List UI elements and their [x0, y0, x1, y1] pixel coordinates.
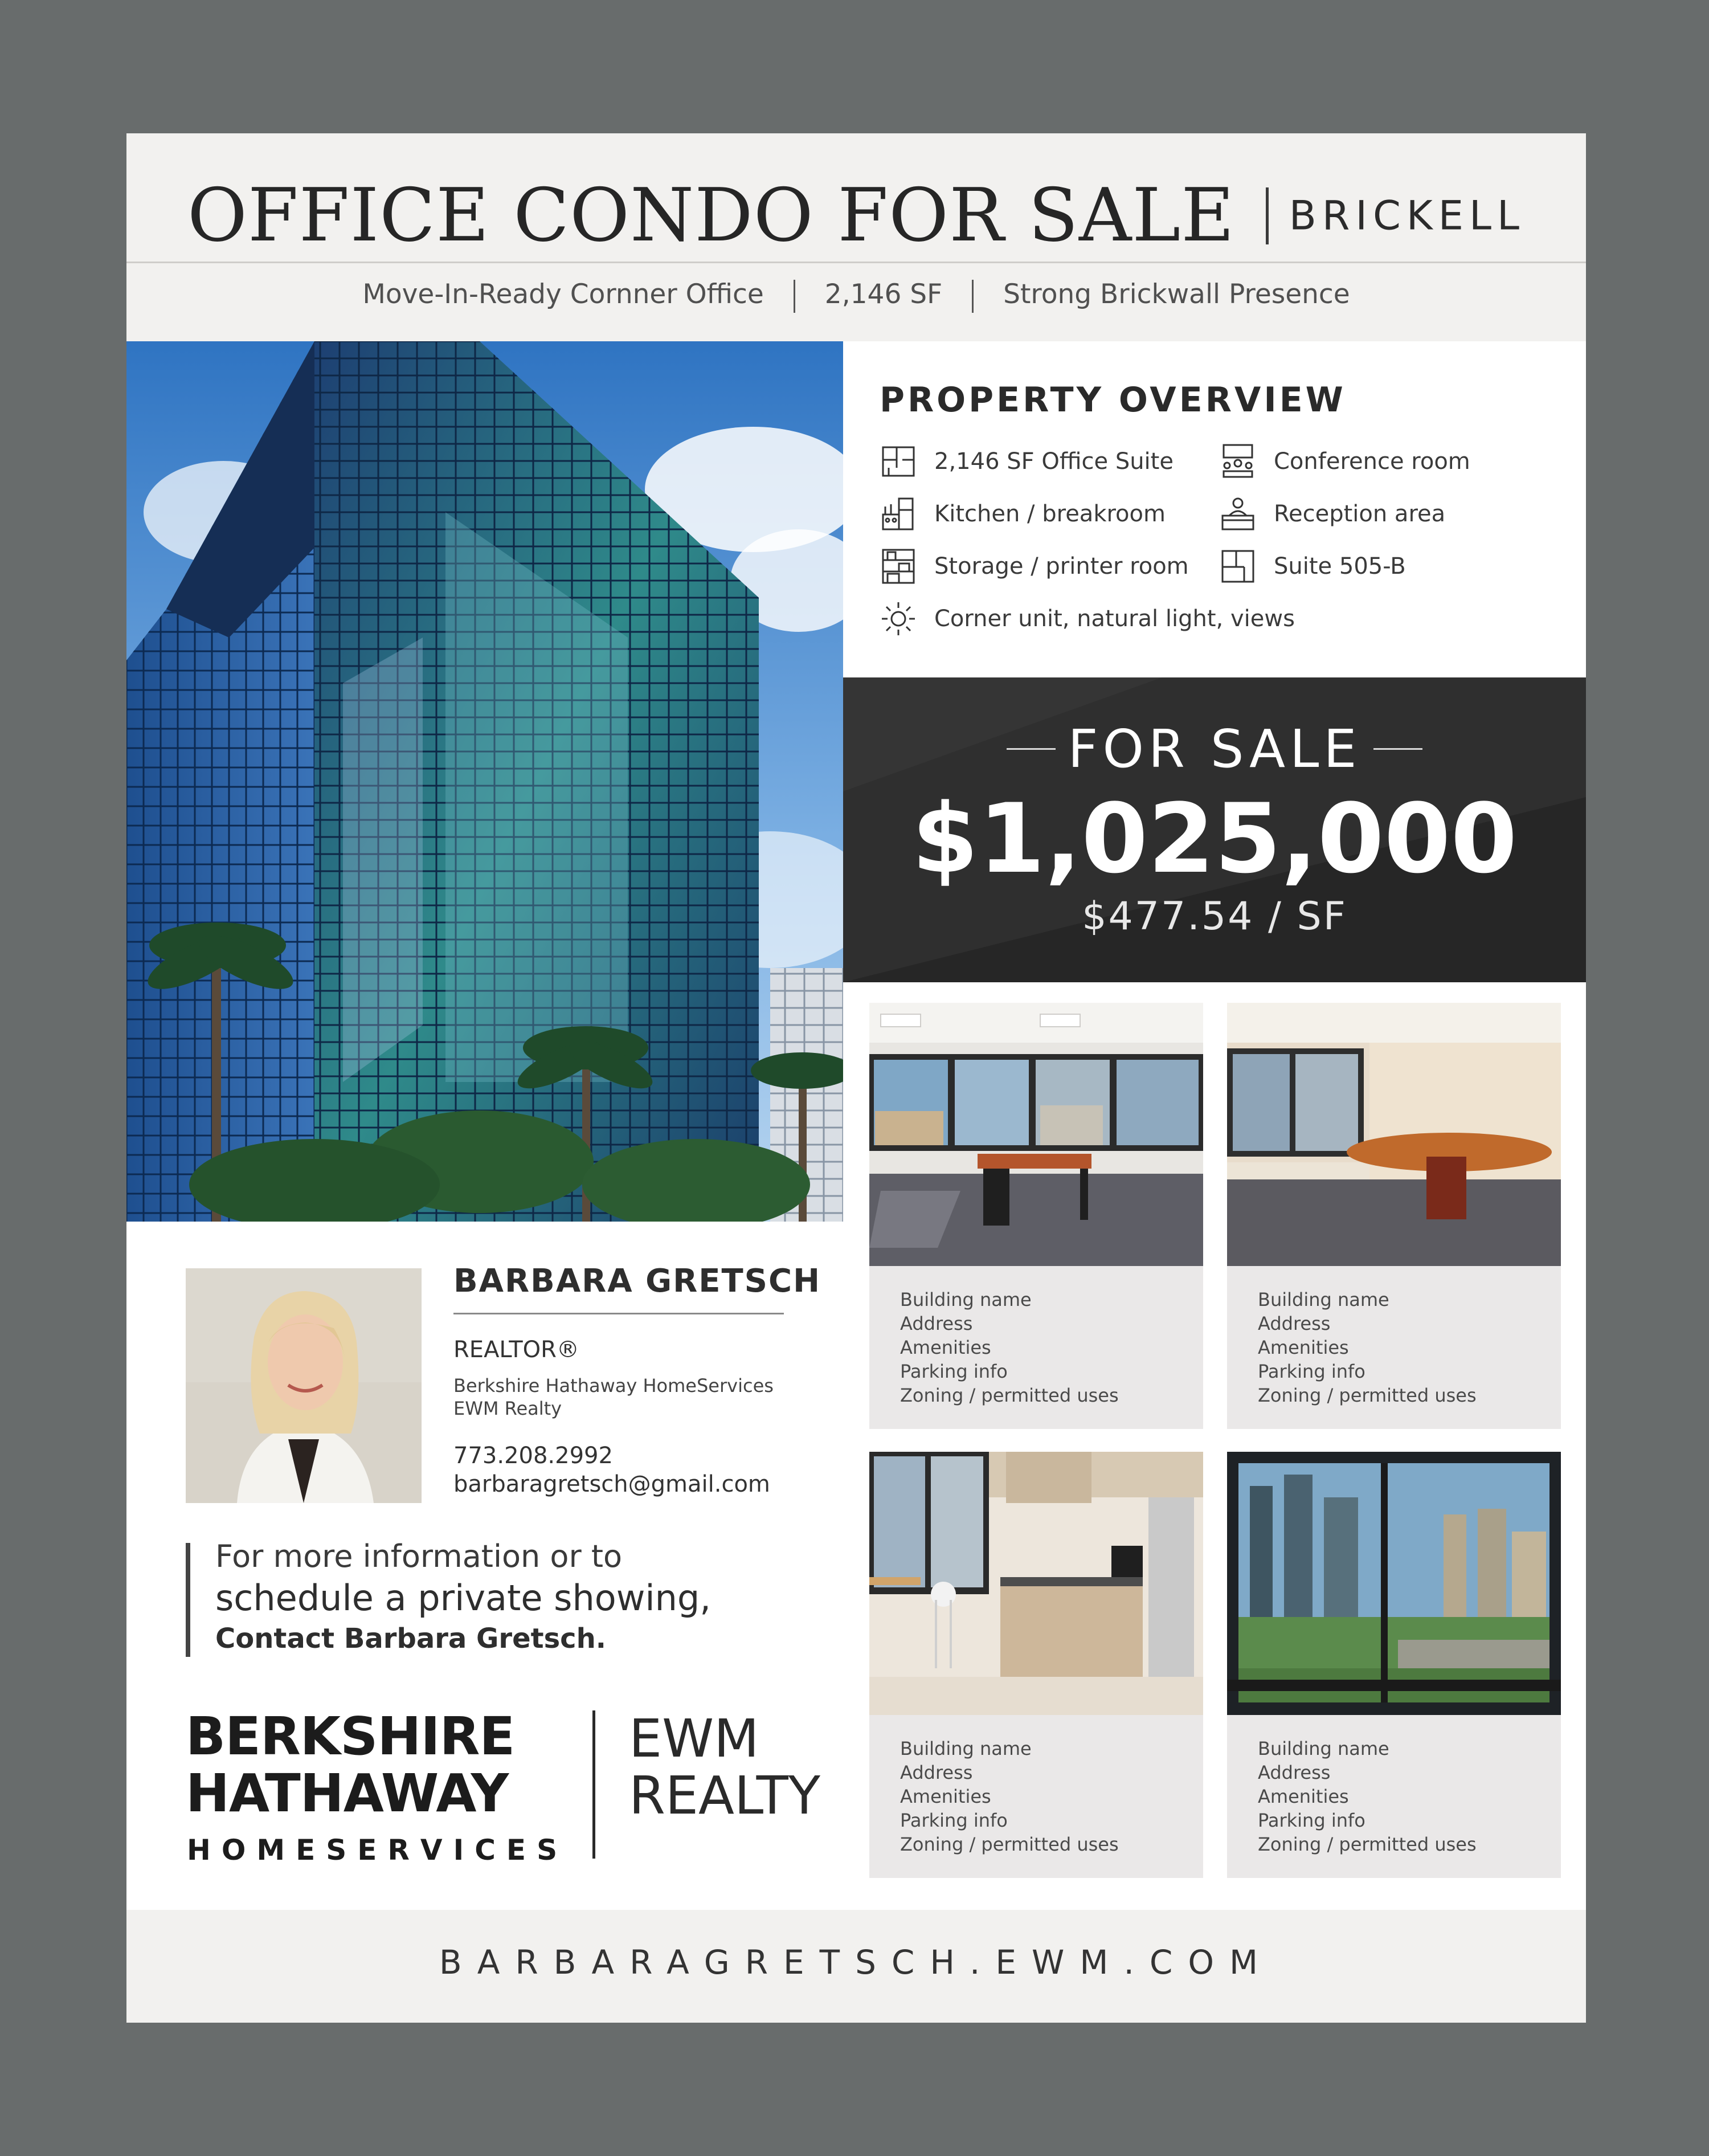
main-title: OFFICE CONDO FOR SALE: [187, 173, 1235, 258]
info-line: Amenities: [900, 1337, 991, 1358]
conference-icon: [1219, 443, 1257, 480]
photo-card-kitchen: [869, 1452, 1203, 1878]
kitchen-icon: [880, 495, 917, 533]
sun-icon: [880, 600, 917, 638]
agent-email[interactable]: barbaragretsch@gmail.com: [453, 1471, 770, 1497]
info-line: Address: [900, 1762, 973, 1783]
overview-heading: PROPERTY OVERVIEW: [880, 380, 1346, 420]
card-info: [1258, 1288, 1477, 1407]
header: [126, 133, 1586, 341]
feature-label: Conference room: [1274, 448, 1470, 475]
for-sale-label: FOR SALE: [1068, 718, 1362, 779]
hero-building-photo: [126, 341, 843, 1222]
header-rule: [126, 262, 1586, 263]
property-overview: [843, 341, 1586, 677]
suite-layout-icon: [1219, 548, 1257, 585]
feature-label: 2,146 SF Office Suite: [934, 448, 1174, 475]
floorplan-icon: [880, 443, 917, 480]
info-line: Building name: [1258, 1738, 1389, 1759]
company-line: EWM Realty: [453, 1398, 562, 1419]
for-sale-row: [843, 718, 1586, 779]
feature-item: [880, 600, 1295, 638]
tagline-item: Strong Brickwall Presence: [1003, 279, 1350, 310]
info-line: Zoning / permitted uses: [1258, 1834, 1477, 1855]
title-row: [126, 173, 1586, 259]
storage-shelf-icon: [880, 548, 917, 585]
agent-title: REALTOR®: [453, 1337, 579, 1363]
info-line: Address: [1258, 1313, 1331, 1334]
office-room-photo: [869, 1003, 1203, 1266]
logo-line-2: HATHAWAY: [186, 1763, 509, 1824]
photo-card-view: [1227, 1452, 1561, 1878]
feature-item: [880, 495, 1166, 533]
price-value: $1,025,000: [911, 783, 1518, 895]
agent-portrait: [186, 1268, 422, 1503]
price-block: [843, 677, 1586, 982]
logo-line-1: BERKSHIRE: [186, 1706, 515, 1767]
agent-company: [453, 1374, 774, 1420]
flyer-page: [126, 133, 1586, 2023]
info-line: Parking info: [1258, 1361, 1365, 1382]
agent-divider: [453, 1313, 784, 1314]
feature-label: Suite 505-B: [1274, 553, 1406, 579]
cta-line-3: Contact Barbara Gretsch.: [215, 1623, 606, 1655]
card-info: [900, 1737, 1119, 1856]
feature-label: Kitchen / breakroom: [934, 501, 1166, 527]
kitchenette-photo: [869, 1452, 1203, 1715]
photo-card-conference: [1227, 1003, 1561, 1429]
info-line: Building name: [1258, 1289, 1389, 1310]
card-info: [1258, 1737, 1477, 1856]
window-view-photo: [1227, 1452, 1561, 1715]
tagline-item: Move-In-Ready Cornner Office: [362, 279, 764, 310]
info-line: Zoning / permitted uses: [1258, 1385, 1477, 1406]
feature-label: Reception area: [1274, 501, 1446, 527]
location-label: BRICKELL: [1289, 192, 1525, 239]
info-line: Amenities: [900, 1786, 991, 1807]
footer-website-link[interactable]: BARBARAGRETSCH.EWM.COM: [439, 1943, 1274, 1982]
info-line: Zoning / permitted uses: [900, 1834, 1119, 1855]
card-info: [900, 1288, 1119, 1407]
feature-item: [1219, 548, 1406, 585]
photo-card-office: [869, 1003, 1203, 1429]
logo-divider: [592, 1710, 595, 1859]
brokerage-logo: [186, 1706, 820, 1893]
logo-right-2: REALTY: [629, 1765, 820, 1826]
cta-line-2: schedule a private showing,: [215, 1577, 711, 1619]
footer: [126, 1910, 1586, 2023]
feature-item: [1219, 495, 1445, 533]
building-illustration: [126, 341, 843, 1222]
feature-item: [880, 443, 1174, 480]
info-line: Building name: [900, 1738, 1032, 1759]
info-line: Parking info: [1258, 1810, 1365, 1831]
feature-label: Corner unit, natural light, views: [934, 606, 1295, 632]
info-line: Parking info: [900, 1810, 1008, 1831]
tagline-separator: [972, 280, 974, 313]
info-line: Parking info: [900, 1361, 1008, 1382]
company-line: Berkshire Hathaway HomeServices: [453, 1375, 774, 1396]
info-line: Address: [1258, 1762, 1331, 1783]
price-per-sf: $477.54 / SF: [1082, 894, 1347, 939]
title-divider: [1266, 187, 1269, 244]
conference-room-photo: [1227, 1003, 1561, 1266]
tagline-separator: [794, 280, 795, 313]
cta-line-1: For more information or to: [215, 1538, 623, 1574]
agent-phone[interactable]: 773.208.2992: [453, 1443, 613, 1469]
tagline-item: 2,146 SF: [824, 279, 943, 310]
info-line: Zoning / permitted uses: [900, 1385, 1119, 1406]
feature-label: Storage / printer room: [934, 553, 1189, 579]
feature-item: [1219, 443, 1470, 480]
info-line: Address: [900, 1313, 973, 1334]
for-sale-line: [1373, 748, 1422, 750]
for-sale-line: [1007, 748, 1056, 750]
feature-item: [880, 548, 1189, 585]
logo-line-3: HOMESERVICES: [187, 1834, 569, 1867]
logo-right-1: EWM: [629, 1708, 759, 1769]
info-line: Amenities: [1258, 1337, 1349, 1358]
cta-accent-bar: [186, 1543, 190, 1657]
info-line: Building name: [900, 1289, 1032, 1310]
reception-desk-icon: [1219, 495, 1257, 533]
tagline: [126, 279, 1586, 313]
info-line: Amenities: [1258, 1786, 1349, 1807]
agent-name: BARBARA GRETSCH: [453, 1263, 821, 1300]
